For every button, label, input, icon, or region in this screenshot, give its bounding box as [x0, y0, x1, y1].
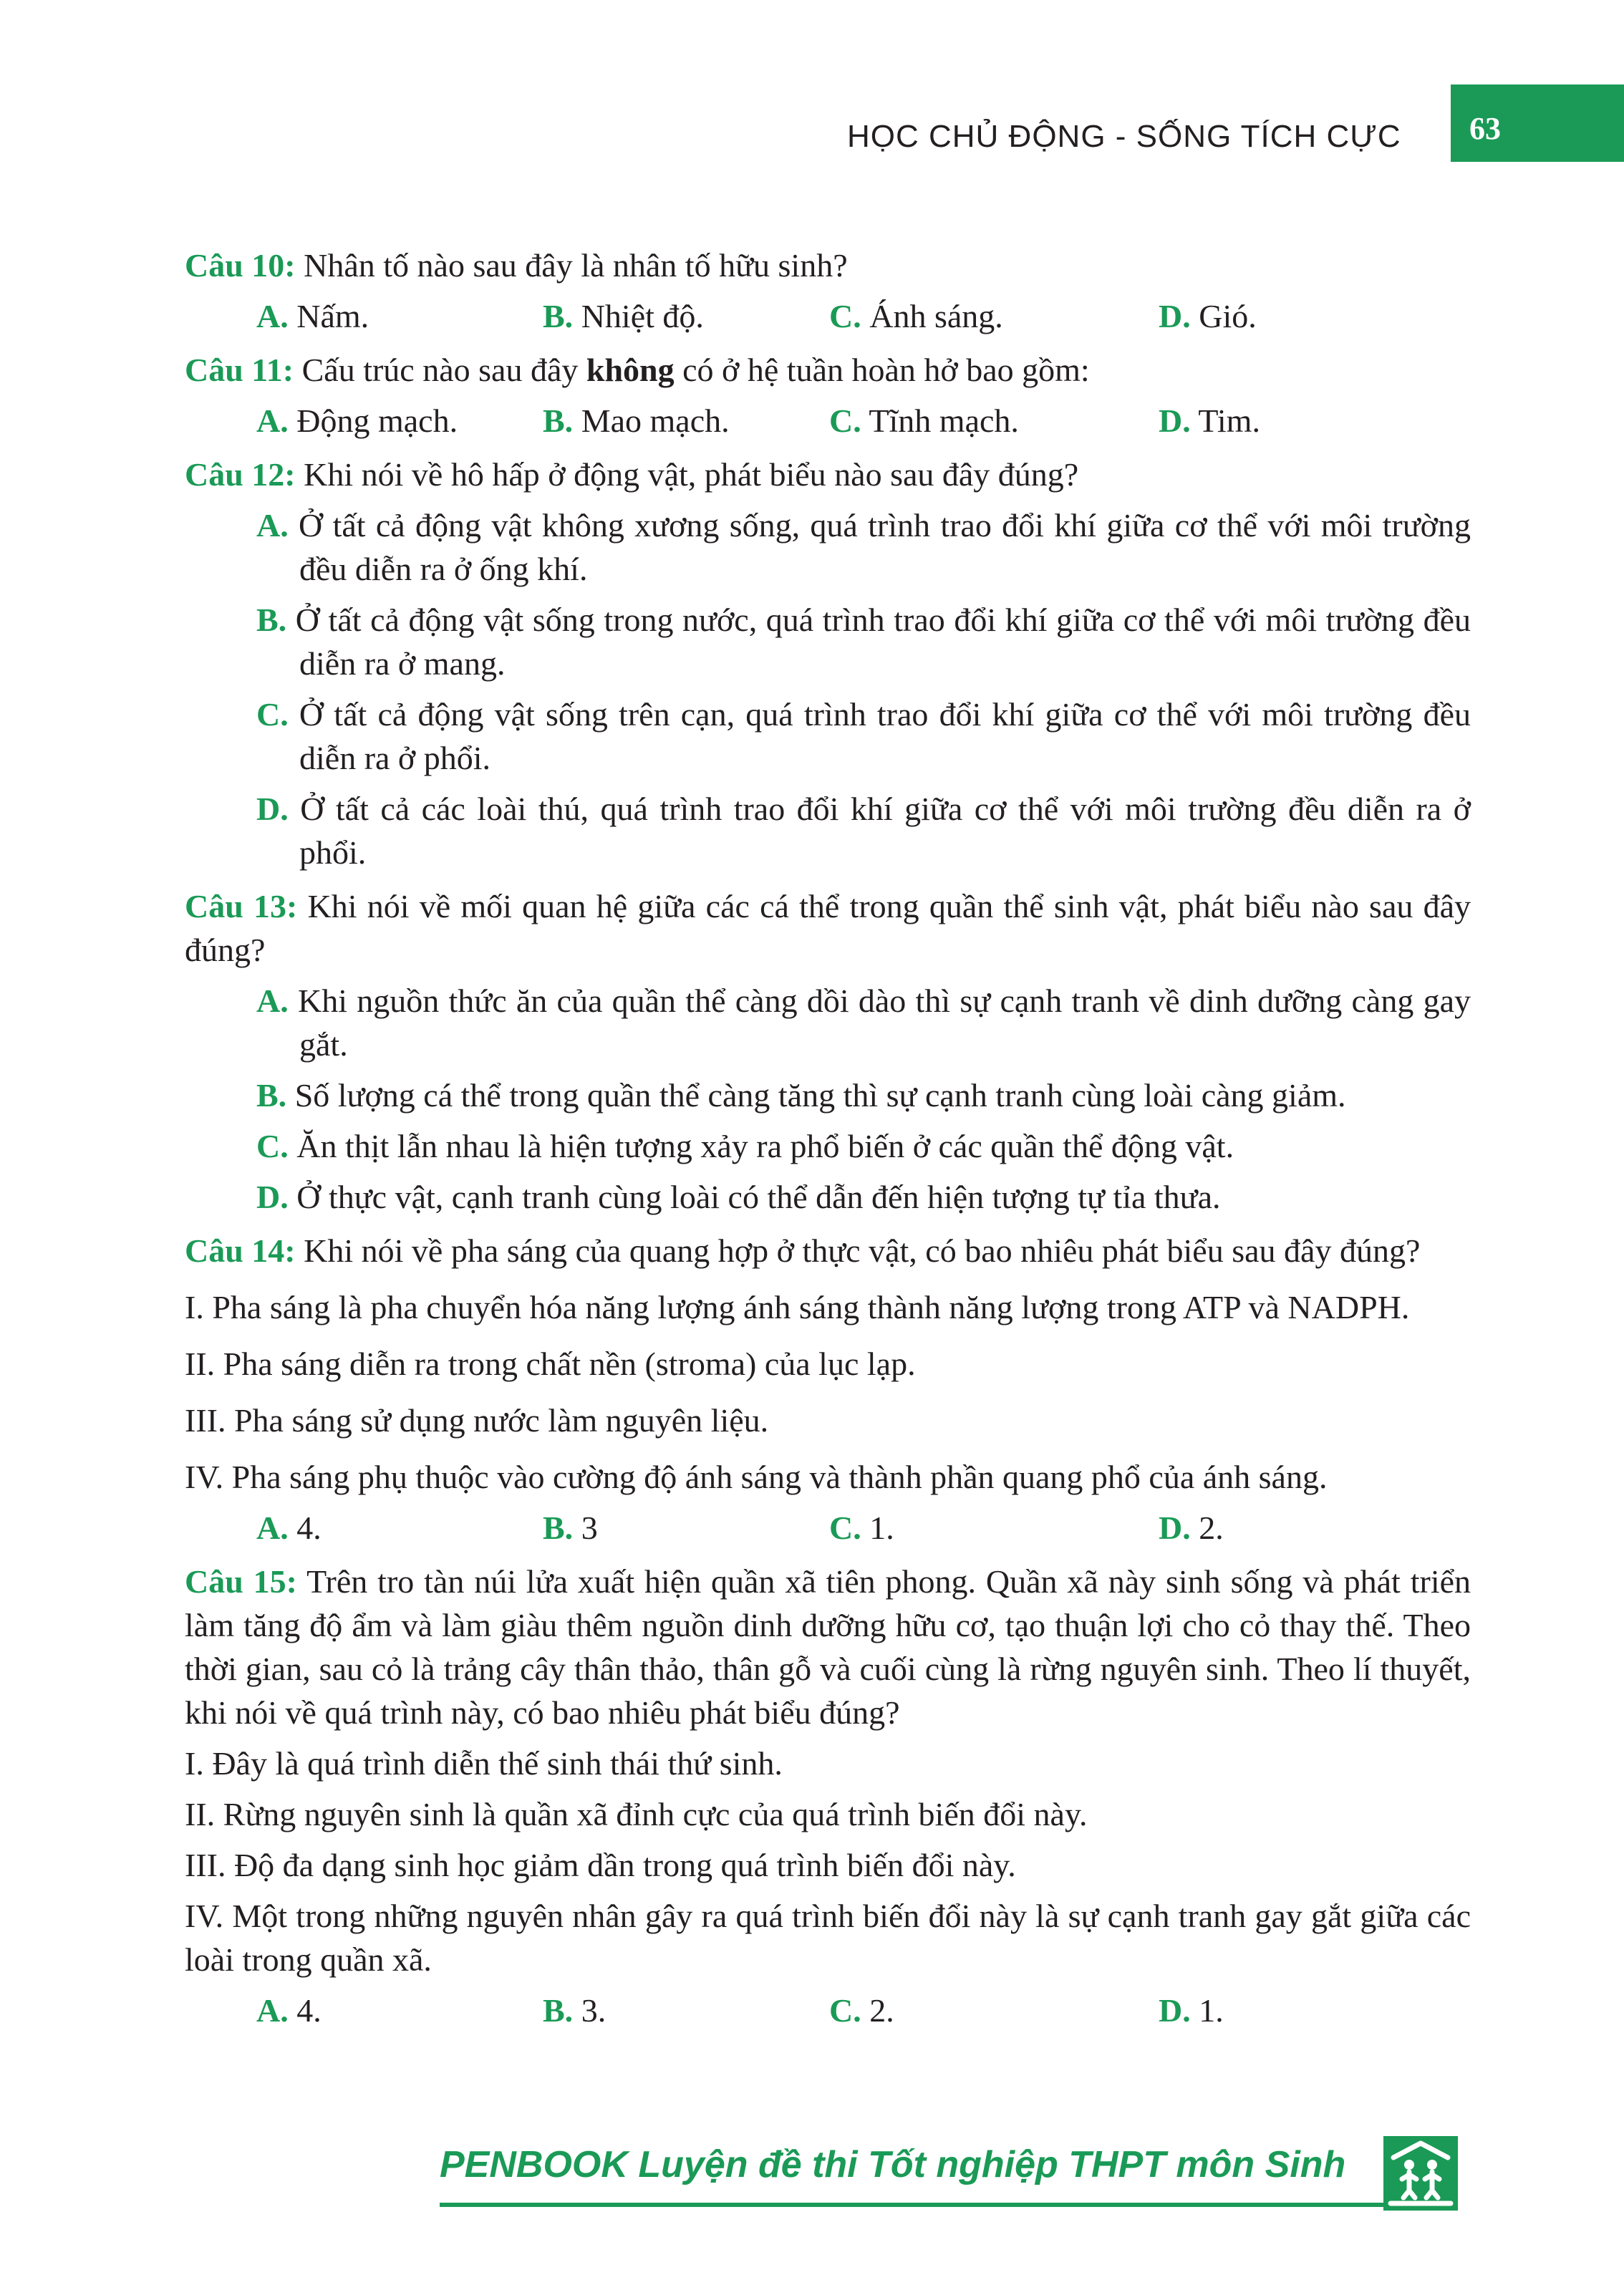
option-a — [185, 979, 1471, 1066]
option-letter: A. — [256, 507, 289, 544]
statement-iv: IV. Một trong những nguyên nhân gây ra quá trình biến đổi này là sự cạnh tranh gay gắt giữa các loài trong quần xã. — [185, 1898, 1471, 1978]
question-11 — [185, 348, 1471, 443]
statement-ii: II. Pha sáng diễn ra trong chất nền (stroma) của lục lạp. — [185, 1346, 916, 1382]
option-letter: B. — [543, 1510, 574, 1546]
option-text: Nhiệt độ. — [581, 298, 704, 334]
option-letter: C. — [256, 696, 289, 733]
question-stem — [185, 348, 1471, 392]
option-letter: A. — [256, 1510, 289, 1546]
page-number-badge — [1451, 84, 1624, 162]
option-text: Khi nguồn thức ăn của quần thể càng dồi dào thì sự cạnh tranh về dinh dưỡng càng gay gắt. — [298, 982, 1471, 1063]
option-text: Ăn thịt lẫn nhau là hiện tượng xảy ra phổ biến ở các quần thể động vật. — [296, 1128, 1234, 1164]
question-13 — [185, 884, 1471, 1219]
option-b — [543, 1506, 829, 1550]
options-row — [185, 1506, 1471, 1550]
option-text: Tim. — [1198, 402, 1260, 439]
option-text: Số lượng cá thể trong quần thể càng tăng thì sự cạnh tranh cùng loài càng giảm. — [294, 1077, 1346, 1114]
option-c — [829, 399, 1159, 443]
option-letter: B. — [543, 298, 574, 334]
option-letter: D. — [1159, 402, 1191, 439]
question-stem — [185, 453, 1471, 496]
option-letter: C. — [256, 1128, 289, 1164]
option-c — [185, 1124, 1471, 1168]
question-15 — [185, 1560, 1471, 2032]
option-b — [185, 598, 1471, 685]
option-text: 1. — [1199, 1992, 1224, 2029]
option-text: 4. — [296, 1510, 322, 1546]
option-text: 2. — [1199, 1510, 1224, 1546]
option-b — [543, 399, 829, 443]
question-text: có ở hệ tuần hoàn hở bao gồm: — [682, 352, 1090, 388]
option-b — [543, 1989, 829, 2032]
question-text: Khi nói về hô hấp ở động vật, phát biểu nào sau đây đúng? — [304, 456, 1079, 493]
option-c — [829, 1506, 1159, 1550]
option-a — [256, 1989, 543, 2032]
question-stem — [185, 884, 1471, 972]
option-text: Ở tất cả động vật không xương sống, quá trình trao đổi khí giữa cơ thể với môi trường đều diễn ra ở ống khí. — [299, 507, 1471, 587]
option-b — [185, 1073, 1471, 1117]
option-letter: B. — [543, 402, 574, 439]
option-text: 2. — [869, 1992, 894, 2029]
option-letter: C. — [829, 1992, 861, 2029]
option-text: Ánh sáng. — [869, 298, 1003, 334]
option-a — [256, 399, 543, 443]
option-d — [185, 1175, 1471, 1219]
option-text: Ở thực vật, cạnh tranh cùng loài có thể dẫn đến hiện tượng tự tỉa thưa. — [296, 1179, 1221, 1215]
options-row — [185, 399, 1471, 443]
question-label: Câu 11: — [185, 352, 294, 388]
statement-ii: II. Rừng nguyên sinh là quần xã đỉnh cực của quá trình biến đổi này. — [185, 1796, 1088, 1832]
question-text: Khi nói về pha sáng của quang hợp ở thực vật, có bao nhiêu phát biểu sau đây đúng? — [304, 1232, 1421, 1269]
question-label: Câu 15: — [185, 1563, 298, 1600]
option-letter: C. — [829, 1510, 861, 1546]
option-text: 4. — [296, 1992, 322, 2029]
question-14 — [185, 1229, 1471, 1550]
option-text: Động mạch. — [296, 402, 458, 439]
question-10 — [185, 243, 1471, 338]
option-d — [185, 787, 1471, 874]
option-letter: A. — [256, 982, 289, 1019]
option-text: 3. — [581, 1992, 606, 2029]
statement-iv: IV. Pha sáng phụ thuộc vào cường độ ánh sáng và thành phần quang phổ của ánh sáng. — [185, 1459, 1328, 1495]
option-letter: D. — [1159, 1510, 1191, 1546]
statement-iii: III. Pha sáng sử dụng nước làm nguyên liệu. — [185, 1402, 769, 1439]
option-text: Ở tất cả các loài thú, quá trình trao đổi khí giữa cơ thể với môi trường đều diễn ra ở phổi. — [299, 791, 1471, 871]
option-letter: A. — [256, 298, 289, 334]
option-text: Nấm. — [296, 298, 369, 334]
question-list — [185, 243, 1471, 2042]
option-a — [256, 294, 543, 338]
question-text: Cấu trúc nào sau đây — [301, 352, 579, 388]
question-text: Nhân tố nào sau đây là nhân tố hữu sinh? — [304, 247, 848, 284]
option-letter: D. — [256, 1179, 289, 1215]
option-text: 3 — [581, 1510, 598, 1546]
option-text: Mao mạch. — [581, 402, 730, 439]
question-12 — [185, 453, 1471, 874]
option-letter: A. — [256, 402, 289, 439]
page-number: 63 — [1469, 111, 1501, 146]
option-text: Ở tất cả động vật sống trên cạn, quá trình trao đổi khí giữa cơ thể với môi trường đều diễn ra ở phổi. — [299, 696, 1471, 776]
option-c — [829, 294, 1159, 338]
option-letter: C. — [829, 402, 861, 439]
statement-i: I. Đây là quá trình diễn thế sinh thái thứ sinh. — [185, 1745, 783, 1782]
footer-rule — [440, 2203, 1411, 2207]
option-letter: D. — [256, 791, 289, 827]
question-label: Câu 14: — [185, 1232, 296, 1269]
option-letter: A. — [256, 1992, 289, 2029]
option-letter: B. — [256, 602, 287, 638]
option-text: 1. — [869, 1510, 894, 1546]
option-d — [1159, 399, 1445, 443]
question-stem — [185, 1229, 1471, 1272]
question-stem — [185, 1560, 1471, 1734]
question-label: Câu 12: — [185, 456, 296, 493]
option-c — [185, 692, 1471, 780]
option-letter: D. — [1159, 1992, 1191, 2029]
option-text: Ở tất cả động vật sống trong nước, quá trình trao đổi khí giữa cơ thể với môi trường đều diễn ra ở mang. — [295, 602, 1471, 682]
option-a — [256, 1506, 543, 1550]
options-row — [185, 294, 1471, 338]
option-text: Tĩnh mạch. — [869, 402, 1019, 439]
statement-iii: III. Độ đa dạng sinh học giảm dần trong quá trình biến đổi này. — [185, 1847, 1016, 1883]
statement-i: I. Pha sáng là pha chuyển hóa năng lượng ánh sáng thành năng lượng trong ATP và NADPH. — [185, 1289, 1410, 1325]
running-header: HỌC CHỦ ĐỘNG - SỐNG TÍCH CỰC — [847, 119, 1401, 154]
option-letter: B. — [543, 1992, 574, 2029]
options-row — [185, 1989, 1471, 2032]
option-letter: C. — [829, 298, 861, 334]
option-letter: B. — [256, 1077, 287, 1114]
option-c — [829, 1989, 1159, 2032]
question-emphasis: không — [586, 352, 675, 388]
question-text: Khi nói về mối quan hệ giữa các cá thể trong quần thể sinh vật, phát biểu nào sau đây đúng? — [185, 888, 1471, 968]
option-b — [543, 294, 829, 338]
option-a — [185, 503, 1471, 591]
option-text: Gió. — [1199, 298, 1257, 334]
footer-title: PENBOOK Luyện đề thi Tốt nghiệp THPT môn Sinh — [440, 2144, 1346, 2185]
option-letter: D. — [1159, 298, 1191, 334]
option-d — [1159, 1506, 1445, 1550]
option-d — [1159, 294, 1445, 338]
option-d — [1159, 1989, 1445, 2032]
question-stem — [185, 243, 1471, 287]
question-label: Câu 10: — [185, 247, 296, 284]
family-logo-icon — [1383, 2136, 1458, 2211]
question-label: Câu 13: — [185, 888, 298, 924]
question-text: Trên tro tàn núi lửa xuất hiện quần xã tiên phong. Quần xã này sinh sống và phát triển làm tăng độ ẩm và làm giàu thêm nguồn dinh dưỡng hữu cơ, tạo thuận lợi cho cỏ thay thế. Theo thời gian, sau cỏ là trảng cây thân thảo, thân gỗ và cuối cùng là rừng nguyên sinh. Theo lí thuyết, khi nói về quá trình này, có bao nhiêu phát biểu đúng? — [185, 1563, 1471, 1731]
